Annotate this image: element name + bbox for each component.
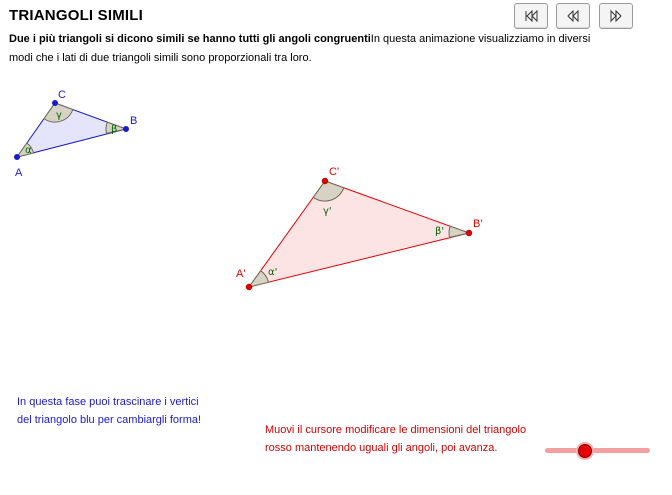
angle-alpha-prime-label: α' <box>268 267 278 278</box>
angle-alpha-label: α <box>25 145 32 156</box>
vertex-a-point[interactable] <box>14 154 20 160</box>
red-triangle <box>236 166 482 290</box>
blue-note-line1: In questa fase puoi trascinare i vertici <box>17 396 199 408</box>
vertex-c-prime-label: C' <box>329 166 340 178</box>
blue-note-line2: del triangolo blu per cambiargli forma! <box>17 414 202 426</box>
vertex-c-prime-point <box>322 178 328 184</box>
angle-gamma-prime-label: γ' <box>323 206 332 217</box>
vertex-a-prime-point <box>246 284 252 290</box>
red-note-line2: rosso mantenendo uguali gli angoli, poi avanza. <box>265 442 498 454</box>
vertex-b-prime-point <box>466 230 472 236</box>
angle-gamma-label: γ <box>56 110 62 121</box>
intro-bold-text: Due i più triangoli si dicono simili se hanno tutti gli angoli congruenti <box>9 33 371 45</box>
red-instruction-note <box>265 421 526 457</box>
size-slider-track[interactable] <box>545 448 650 453</box>
intro-line1-rest: In questa animazione visualizziamo in diversi <box>370 33 591 45</box>
vertex-b-label: B <box>130 115 138 127</box>
intro-line2: modi che i lati di due triangoli simili sono proporzionali tra loro. <box>9 52 312 64</box>
blue-triangle[interactable] <box>14 89 137 179</box>
angle-beta-prime-label: β' <box>435 226 445 237</box>
vertex-a-prime-label: A' <box>236 268 246 280</box>
angle-beta-label: β <box>111 124 118 135</box>
blue-instruction-note <box>17 393 201 429</box>
vertex-b-prime-label: B' <box>473 218 483 230</box>
size-slider-thumb[interactable] <box>578 444 592 458</box>
vertex-a-label: A <box>15 167 23 179</box>
page-title: TRIANGOLI SIMILI <box>9 7 144 24</box>
vertex-c-label: C <box>58 89 66 101</box>
red-note-line1: Muovi il cursore modificare le dimensioni del triangolo <box>265 424 527 436</box>
vertex-b-point[interactable] <box>123 126 129 132</box>
